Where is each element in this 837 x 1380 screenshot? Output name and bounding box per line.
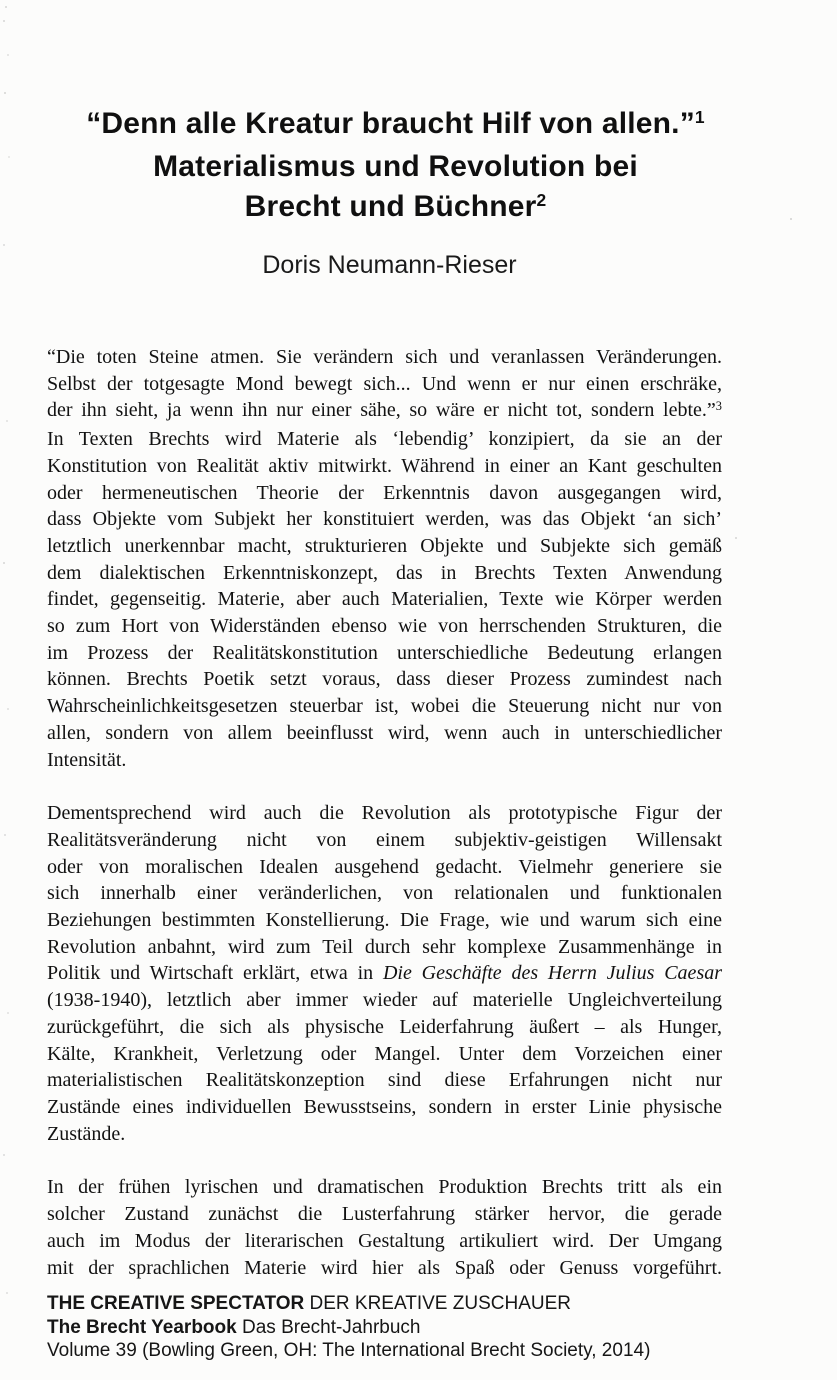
text-line — [47, 960, 722, 987]
article-body — [47, 344, 722, 1308]
title-line — [58, 147, 733, 187]
text-line — [47, 907, 722, 934]
text-segment-italic: Die Geschäfte des Herrn Julius Caesar — [382, 962, 723, 985]
text-line — [47, 1174, 722, 1201]
footer-line — [47, 1316, 767, 1340]
scan-noise — [5, 6, 7, 8]
text-segment: solcher Zustand zunächst die Lusterfahrung stärker hervor, die gerade — [47, 1203, 722, 1226]
text-line — [47, 613, 722, 640]
text-line — [47, 1094, 722, 1121]
footer-line — [47, 1292, 767, 1316]
text-segment: im Prozess der Realitätskonstitution unterschiedliche Bedeutung erlangen — [47, 641, 722, 664]
text-line — [47, 344, 722, 371]
text-line — [47, 934, 722, 961]
text-line — [47, 1201, 722, 1228]
text-segment-sup: 1 — [694, 106, 705, 127]
text-line — [47, 586, 722, 613]
text-segment: sich innerhalb einer veränderlichen, von relationalen und funktionalen — [47, 882, 722, 905]
text-segment: Kälte, Krankheit, Verletzung oder Mangel. Unter dem Vorzeichen einer — [47, 1042, 722, 1065]
text-segment: findet, gegenseitig. Materie, aber auch Materialien, Texte wie Körper werden — [47, 588, 722, 611]
text-segment: allen, sondern von allem beeinflusst wird, wenn auch in unterschiedlicher — [47, 721, 722, 744]
text-segment: Selbst der totgesagte Mond bewegt sich... Und wenn er nur einen erschräke, — [47, 372, 722, 395]
text-segment: Konstitution von Realität aktiv mitwirkt. Während in einer an Kant geschulten — [47, 454, 722, 477]
text-line — [47, 640, 722, 667]
text-segment: Materialismus und Revolution bei — [153, 150, 638, 183]
text-segment: Brecht und Büchner — [244, 190, 537, 223]
text-line — [47, 426, 722, 453]
text-segment: “Denn alle Kreatur braucht Hilf von allen.” — [86, 107, 695, 140]
text-line — [47, 1121, 722, 1148]
paragraph-2 — [47, 800, 722, 1147]
text-line — [47, 880, 722, 907]
text-segment: In der frühen lyrischen und dramatischen Produktion Brechts tritt als ein — [47, 1176, 722, 1199]
text-line — [47, 533, 722, 560]
text-line — [47, 720, 722, 747]
text-line — [47, 666, 722, 693]
text-segment: mit der sprachlichen Materie wird hier als Spaß oder Genuss vorgeführt. — [47, 1256, 722, 1279]
text-line — [47, 397, 722, 426]
text-line — [47, 371, 722, 398]
text-segment-sup: 2 — [536, 189, 547, 210]
text-line — [47, 506, 722, 533]
text-segment: In Texten Brechts wird Materie als ‘lebendig’ konzipiert, da sie an der — [47, 428, 722, 451]
title-line — [58, 104, 733, 147]
text-segment-bold: The Brecht Yearbook — [47, 1316, 237, 1338]
text-line — [47, 480, 722, 507]
paragraph-1 — [47, 344, 722, 773]
text-line — [47, 560, 722, 587]
text-segment: DER KREATIVE ZUSCHAUER — [304, 1293, 571, 1314]
text-segment: zurückgeführt, die sich als physische Leiderfahrung äußert – als Hunger, — [47, 1015, 722, 1038]
text-segment: können. Brechts Poetik setzt voraus, dass dieser Prozess zumindest nach — [47, 668, 722, 691]
text-segment: dass Objekte vom Subjekt her konstituiert werden, was das Objekt ‘an sich’ — [47, 508, 722, 531]
text-segment: “Die toten Steine atmen. Sie verändern sich und veranlassen Veränderungen. — [47, 346, 722, 368]
text-segment: letztlich unerkennbar macht, strukturieren Objekte und Subjekte sich gemäß — [47, 534, 722, 557]
text-line — [47, 1041, 722, 1068]
text-segment: Zustände. — [47, 1122, 126, 1145]
text-line — [47, 987, 722, 1014]
text-line — [47, 827, 722, 854]
text-line — [47, 453, 722, 480]
text-segment: der ihn sieht, ja wenn ihn nur einer sähe, so wäre er nicht tot, sondern lebte.” — [47, 399, 716, 422]
text-line — [47, 1067, 722, 1094]
text-line — [47, 1255, 722, 1282]
text-segment: Politik und Wirtschaft erklärt, etwa in — [47, 962, 383, 985]
text-segment: dem dialektischen Erkenntniskonzept, das in Brechts Texten Anwendung — [47, 561, 722, 584]
imprint-footer — [47, 1292, 767, 1363]
text-line — [47, 1228, 722, 1255]
text-segment: Dementsprechend wird auch die Revolution als prototypische Figur der — [47, 802, 722, 825]
text-line — [47, 693, 722, 720]
text-segment: oder hermeneutischen Theorie der Erkenntnis davon ausgegangen wird, — [47, 481, 722, 504]
paragraph-3 — [47, 1174, 722, 1281]
text-segment: Volume 39 (Bowling Green, OH: The International Brecht Society, 2014) — [47, 1340, 651, 1361]
text-segment: Wahrscheinlichkeitsgesetzen steuerbar ist, wobei die Steuerung nicht nur von — [47, 695, 722, 718]
text-segment: Beziehungen bestimmten Konstellierung. Die Frage, wie und warum sich eine — [47, 909, 722, 932]
article-title — [58, 104, 733, 230]
text-segment-sup: 3 — [715, 398, 722, 413]
text-segment-bold: THE CREATIVE SPECTATOR — [47, 1293, 305, 1314]
text-line — [47, 800, 722, 827]
text-line — [47, 1014, 722, 1041]
text-line — [47, 854, 722, 881]
text-segment: oder von moralischen Idealen ausgehend gedacht. Vielmehr generiere sie — [47, 855, 722, 878]
text-segment: materialistischen Realitätskonzeption sind diese Erfahrungen nicht nur — [47, 1069, 722, 1092]
text-segment: Das Brecht-Jahrbuch — [236, 1316, 421, 1338]
text-segment: Realitätsveränderung nicht von einem subjektiv-geistigen Willensakt — [47, 828, 722, 851]
text-segment: (1938-1940), letztlich aber immer wieder auf materielle Ungleichverteilung — [47, 989, 722, 1012]
title-line — [58, 187, 733, 230]
footer-line — [47, 1339, 767, 1363]
text-segment: Revolution anbahnt, wird zum Teil durch sehr komplexe Zusammenhänge in — [47, 935, 722, 958]
text-line — [47, 747, 722, 774]
text-segment: auch im Modus der literarischen Gestaltung artikuliert wird. Der Umgang — [47, 1229, 722, 1252]
text-segment: so zum Hort von Widerständen ebenso wie von herrschenden Strukturen, die — [47, 615, 722, 638]
author: Doris Neumann-Rieser — [262, 251, 517, 279]
text-segment: Zustände eines individuellen Bewusstseins, sondern in erster Linie physische — [47, 1095, 722, 1118]
text-segment: Intensität. — [47, 748, 127, 771]
